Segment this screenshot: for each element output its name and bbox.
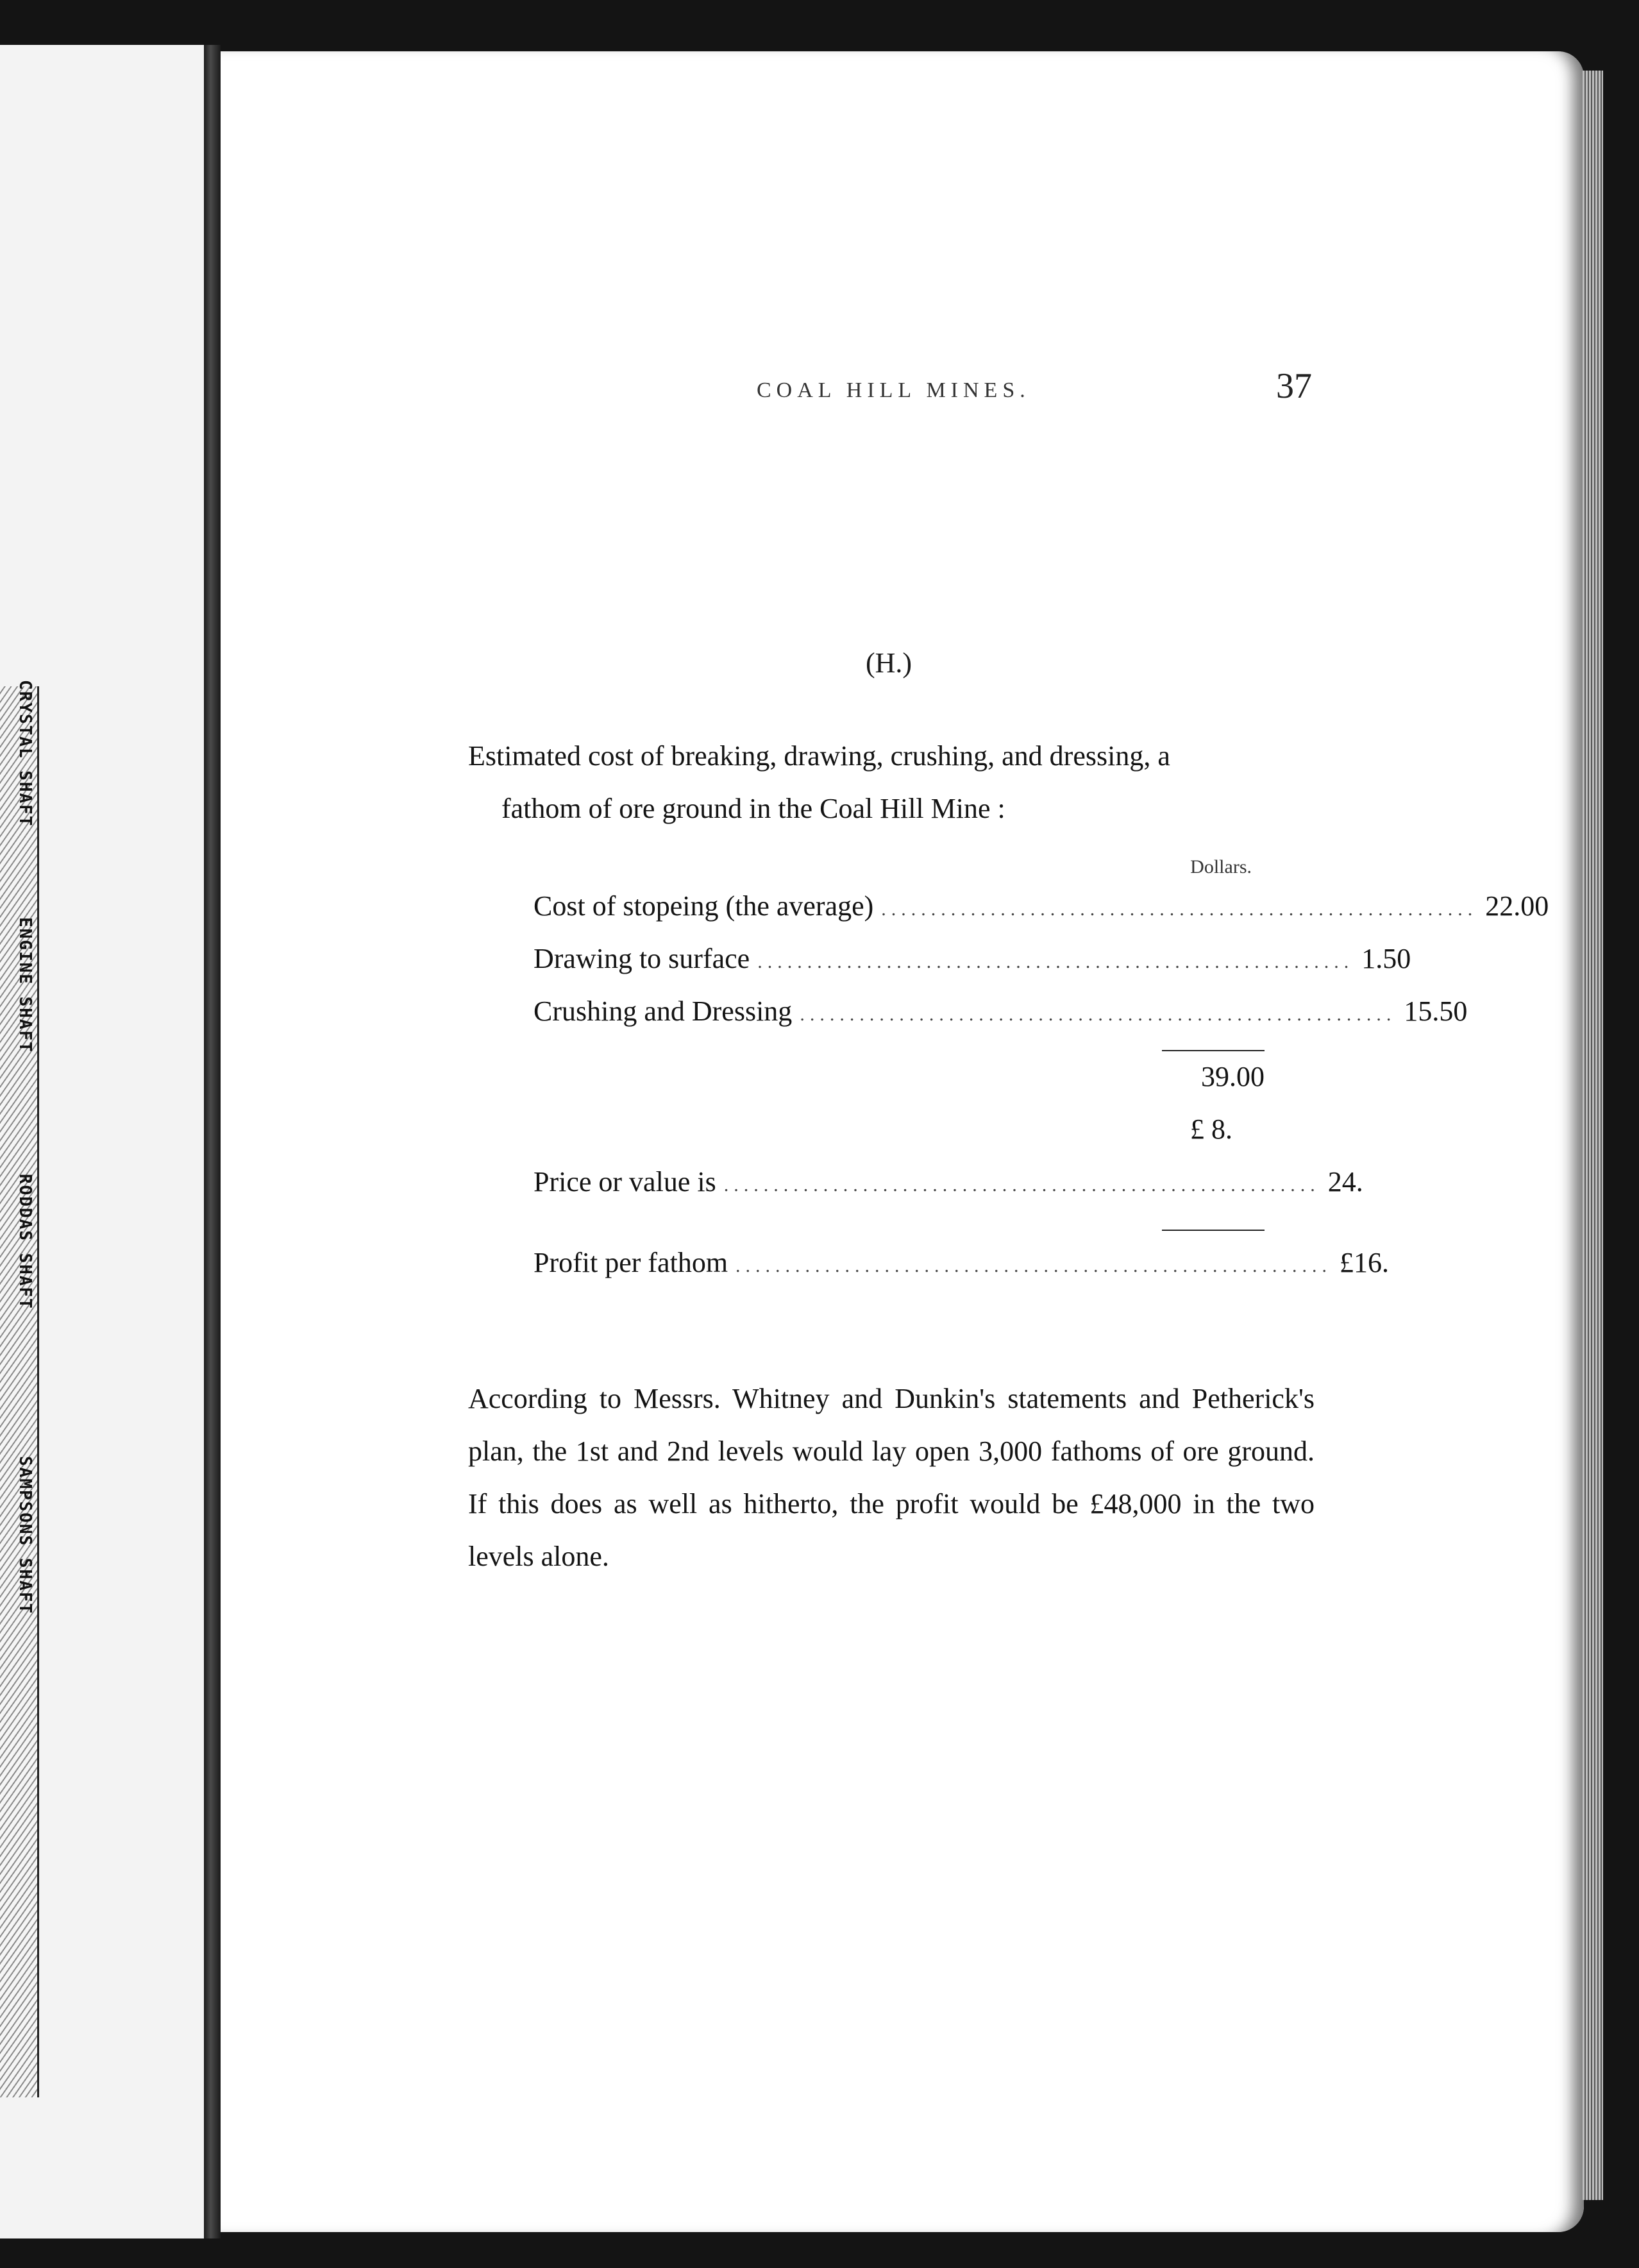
page-number: 37 <box>1276 366 1312 406</box>
table-row <box>534 890 1549 928</box>
total-dollars: 39.00 <box>1201 1061 1265 1092</box>
row-label: Cost of stopeing (the average) <box>534 890 874 922</box>
row-label: Crushing and Dressing <box>534 995 793 1027</box>
leader-dots: ............................................................ <box>757 951 1354 972</box>
total-pounds: £ 8. <box>1190 1113 1232 1145</box>
shaft-label-engine: ENGINE SHAFT <box>15 917 35 1053</box>
closing-paragraph: According to Messrs. Whitney and Dunkin's statements and Petherick's plan, the 1st and 2nd levels would lay open 3,000 fathoms of ore ground. If this does as well as hitherto, the profit would be £48,000 in the two levels alone. <box>468 1383 1315 1572</box>
intro-paragraph <box>468 730 1315 835</box>
intro-line-2: fathom of ore ground in the Coal Hill Mine : <box>501 793 1005 824</box>
facing-page-map <box>0 45 212 2238</box>
shaft-label-roddas: RODDAS SHAFT <box>15 1174 35 1310</box>
shaft-label-sampsons: SAMPSONS SHAFT <box>15 1456 35 1615</box>
table-row <box>534 995 1468 1033</box>
row-amount: 15.50 <box>1404 995 1468 1027</box>
leader-dots: ............................................................ <box>800 1004 1397 1025</box>
intro-line-1: Estimated cost of breaking, drawing, crushing, and dressing, a <box>468 740 1170 772</box>
section-label: (H.) <box>866 647 912 679</box>
leader-dots: ............................................................ <box>881 899 1478 920</box>
column-header-dollars: Dollars. <box>1190 856 1252 877</box>
difference-rule <box>1162 1230 1265 1231</box>
running-head: COAL HILL MINES. <box>757 378 1030 402</box>
price-label: Price or value is <box>534 1166 716 1197</box>
table-row-profit <box>534 1246 1390 1285</box>
leader-dots: ............................................................ <box>723 1174 1320 1196</box>
sum-rule <box>1162 1050 1265 1051</box>
leader-dots: ............................................................ <box>735 1255 1332 1276</box>
page-edge <box>1583 71 1603 2200</box>
profit-amount: £16. <box>1340 1247 1390 1278</box>
price-amount: 24. <box>1327 1166 1363 1197</box>
strata-section-drawing <box>0 686 39 2097</box>
row-amount: 1.50 <box>1361 943 1411 974</box>
table-row-price <box>534 1165 1363 1204</box>
row-amount: 22.00 <box>1485 890 1549 922</box>
shaft-label-crystal: CRYSTAL SHAFT <box>15 680 35 827</box>
profit-label: Profit per fathom <box>534 1247 728 1278</box>
table-row <box>534 942 1411 981</box>
row-label: Drawing to surface <box>534 943 750 974</box>
book-gutter <box>204 45 221 2238</box>
